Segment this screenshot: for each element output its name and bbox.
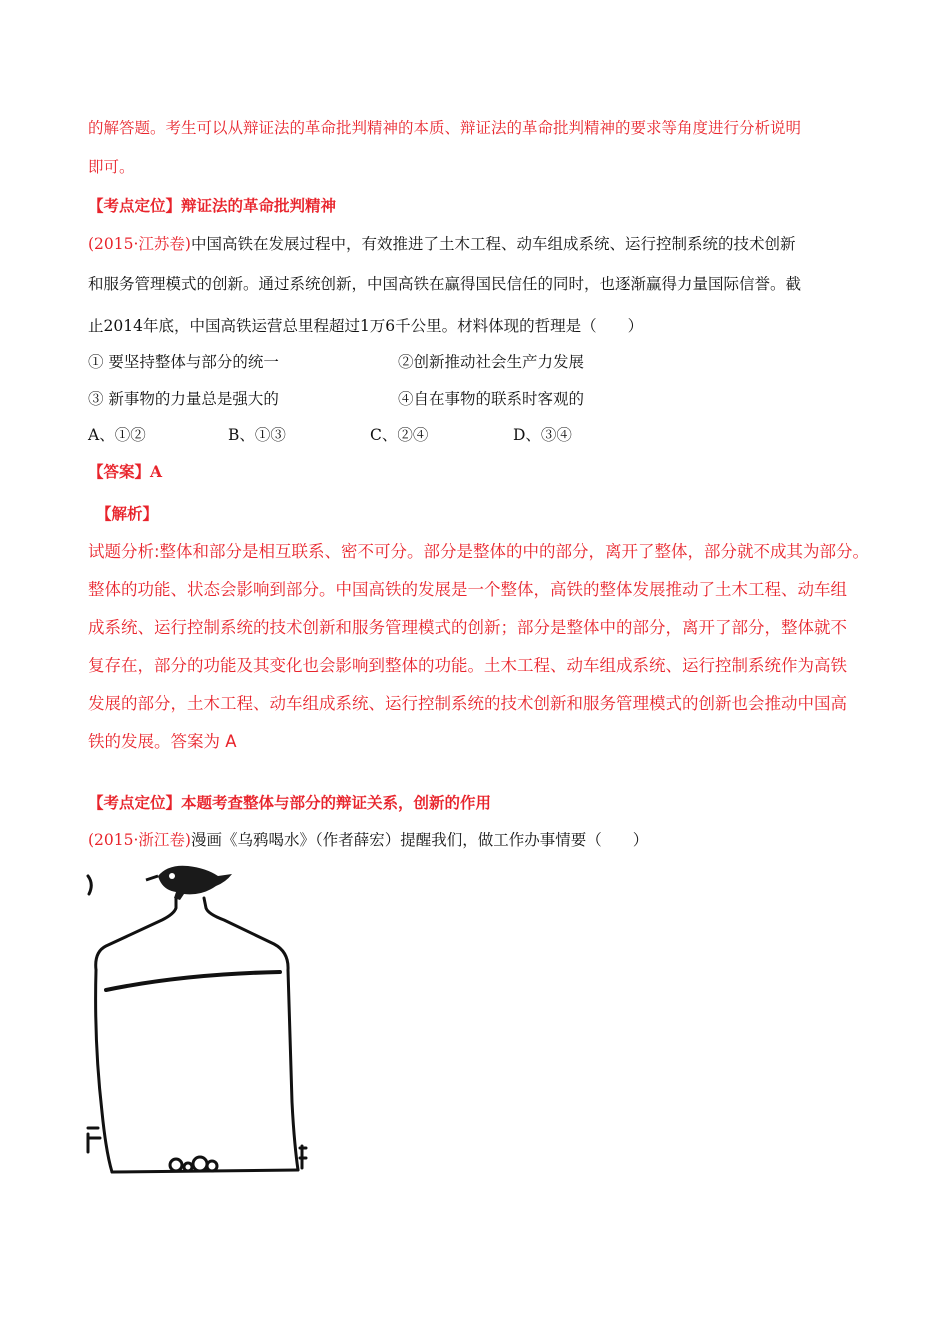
q1-analysis-line-6: 铁的发展。答案为 A: [88, 732, 237, 751]
q1-analysis-line-2: 整体的功能、状态会影响到部分。中国高铁的发展是一个整体，高铁的整体发展推动了土木工程、动车组: [88, 580, 847, 599]
q1-item-2: ②创新推动社会生产力发展: [398, 353, 585, 371]
q1-item-3: ③ 新事物的力量总是强大的: [88, 390, 279, 408]
q1-jiexi-heading: 【解析】: [96, 504, 159, 523]
bottle-right-shoulder: [204, 898, 288, 970]
q1-item-4: ④自在事物的联系时客观的: [398, 390, 585, 408]
q1-item-1: ① 要坚持整体与部分的统一: [88, 353, 279, 371]
ground-right: [300, 1146, 306, 1168]
q1-choice-a: A、①②: [88, 426, 146, 444]
bottle-left-shoulder: [96, 898, 176, 970]
prev-answer-line-1: 的解答题。考生可以从辩证法的革命批判精神的本质、辩证法的革命批判精神的要求等角度进行分析说明: [88, 119, 802, 137]
stone: [170, 1159, 182, 1171]
prev-kaodian: 【考点定位】辩证法的革命批判精神: [88, 196, 337, 215]
bottle-right-side: [288, 970, 298, 1170]
bottle-left-side: [96, 970, 112, 1172]
prev-answer-line-2: 即可。: [88, 158, 135, 176]
q1-text-1: 中国高铁在发展过程中，有效推进了土木工程、动车组成系统、运行控制系统的技术创新: [190, 235, 796, 253]
stray-mark: [88, 876, 91, 894]
q1-choice-c: C、②④: [370, 426, 429, 444]
crow-bottle-cartoon: [84, 862, 314, 1208]
q1-choice-b: B、①③: [228, 426, 286, 444]
stone: [207, 1161, 217, 1171]
q2-text: 漫画《乌鸦喝水》（作者薛宏）提醒我们，做工作办事情要（ ）: [190, 831, 649, 849]
q1-analysis-line-1: 试题分析:整体和部分是相互联系、密不可分。部分是整体的中的部分，离开了整体，部分就不成其为部分。: [88, 542, 870, 561]
q1-kaodian: 【考点定位】本题考查整体与部分的辩证关系，创新的作用: [88, 793, 492, 812]
q1-answer: 【答案】A: [88, 462, 163, 481]
q1-choice-d: D、③④: [513, 426, 572, 444]
q1-analysis-line-5: 发展的部分，土木工程、动车组成系统、运行控制系统的技术创新和服务管理模式的创新也会推动中国高: [88, 694, 847, 713]
q2-source: (2015·浙江卷): [88, 831, 191, 849]
ground-left: [88, 1128, 100, 1152]
q1-stem-line-1: [88, 234, 795, 254]
q2-stem: [88, 830, 648, 850]
q1-analysis-line-3: 成系统、运行控制系统的技术创新和服务管理模式的创新；部分是整体中的部分，离开了部分，整体就不: [88, 618, 847, 637]
q1-source: (2015·江苏卷): [88, 235, 191, 253]
q1-stem-line-2: 和服务管理模式的创新。通过系统创新，中国高铁在赢得国民信任的同时，也逐渐赢得力量国际信誉。截: [88, 275, 802, 293]
stone: [193, 1157, 207, 1171]
stone: [184, 1163, 192, 1171]
q1-stem-line-3: 止2014年底，中国高铁运营总里程超过1万6千公里。材料体现的哲理是（ ）: [88, 317, 644, 335]
q1-analysis-line-4: 复存在，部分的功能及其变化也会影响到整体的功能。土木工程、动车组成系统、运行控制系统作为高铁: [88, 656, 847, 675]
water-line: [106, 972, 280, 990]
crow: [146, 866, 232, 900]
